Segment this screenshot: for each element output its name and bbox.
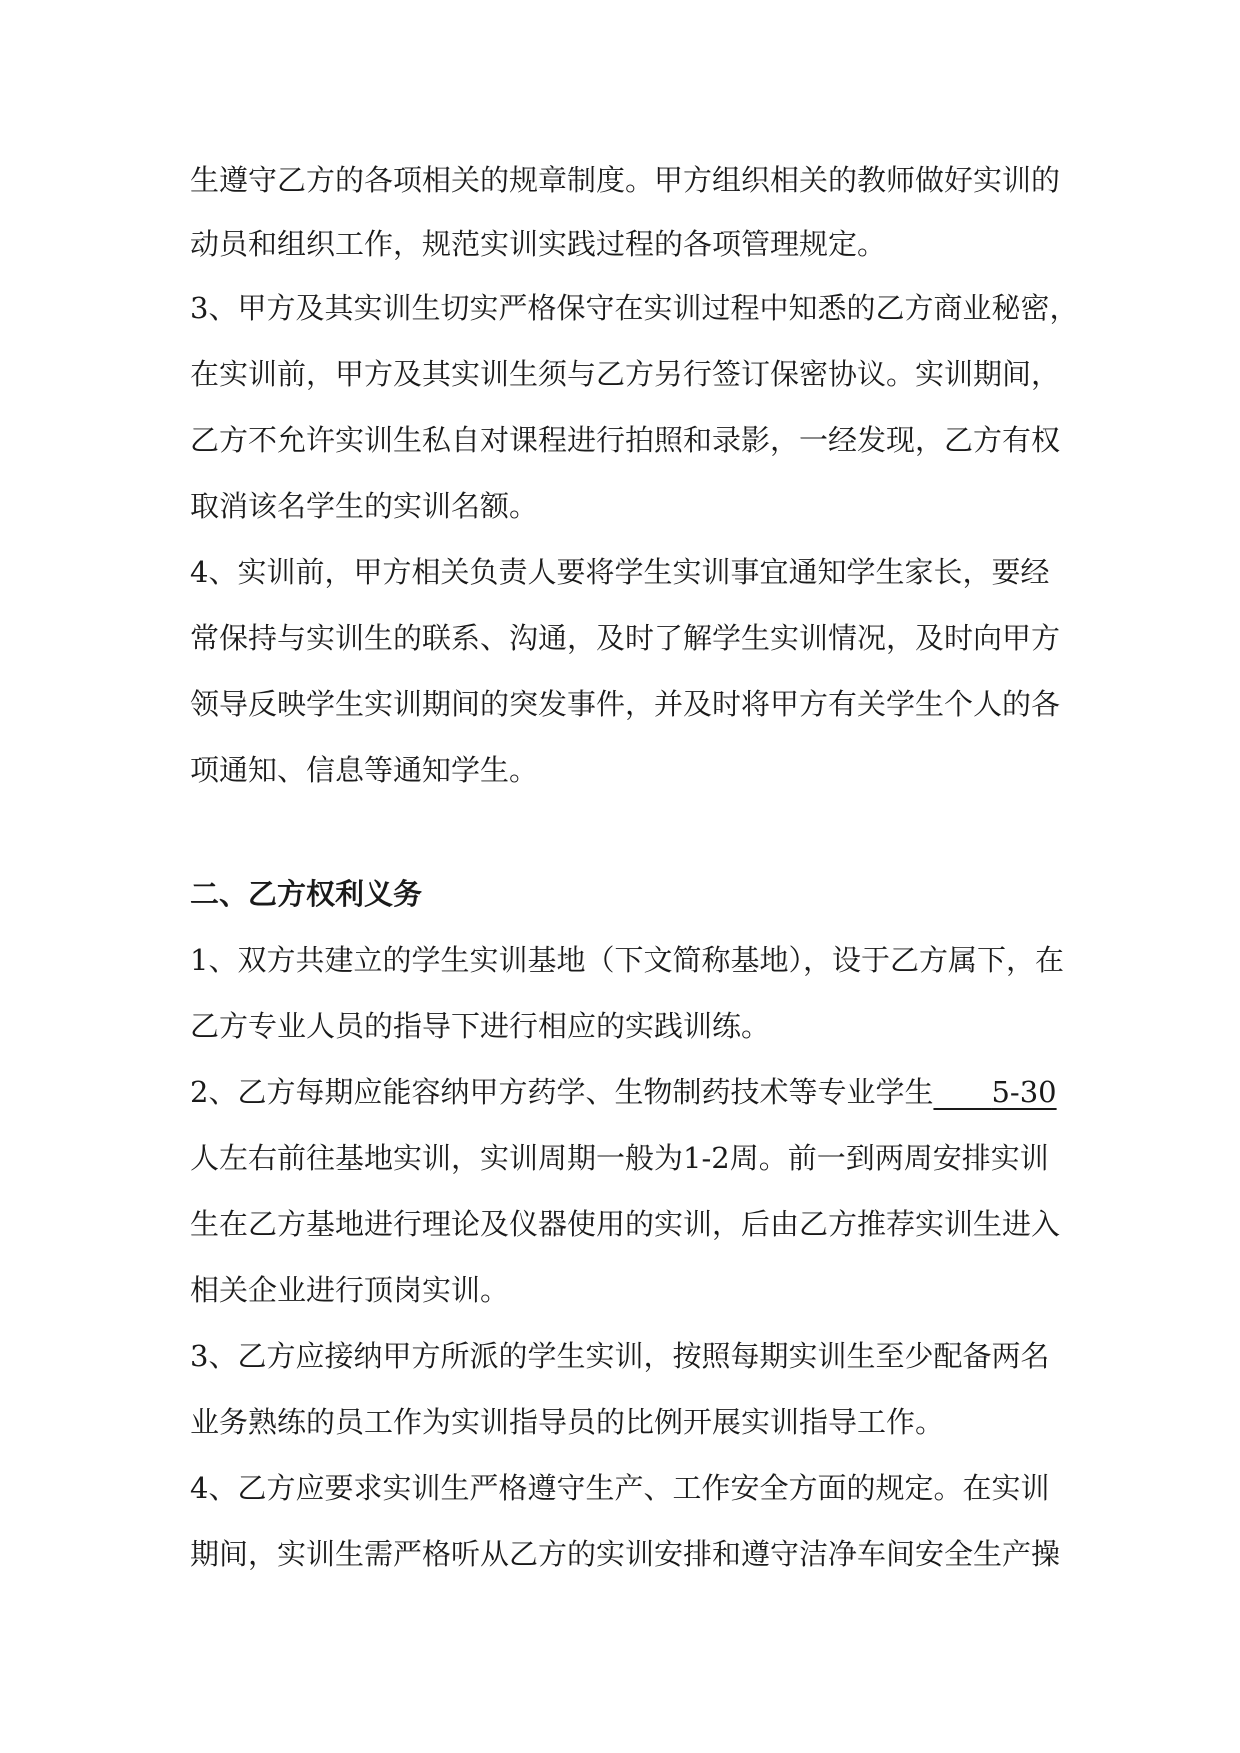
paragraph-line: 乙方专业人员的指导下进行相应的实践训练。 [190, 1009, 771, 1043]
paragraph-line: 取消该名学生的实训名额。 [190, 489, 539, 523]
paragraph-line: 3、乙方应接纳甲方所派的学生实训，按照每期实训生至少配备两名 [190, 1339, 1050, 1373]
paragraph-line: 动员和组织工作，规范实训实践过程的各项管理规定。 [190, 227, 887, 261]
paragraph-line: 生遵守乙方的各项相关的规章制度。甲方组织相关的教师做好实训的 [190, 163, 1061, 197]
paragraph-line: 人左右前往基地实训，实训周期一般为1-2周。前一到两周安排实训 [190, 1141, 1049, 1175]
paragraph-line: 3、甲方及其实训生切实严格保守在实训过程中知悉的乙方商业秘密， [190, 291, 1079, 325]
paragraph-line: 相关企业进行顶岗实训。 [190, 1273, 510, 1307]
paragraph-line: 常保持与实训生的联系、沟通，及时了解学生实训情况，及时向甲方 [190, 621, 1061, 655]
paragraph-line: 生在乙方基地进行理论及仪器使用的实训，后由乙方推荐实训生进入 [190, 1207, 1061, 1241]
paragraph-line: 4、乙方应要求实训生严格遵守生产、工作安全方面的规定。在实训 [190, 1471, 1050, 1505]
line-prefix: 2、乙方每期应能容纳甲方药学、生物制药技术等专业学生 [190, 1075, 934, 1109]
quantity-value: 5-30 [991, 1075, 1057, 1109]
paragraph-line: 业务熟练的员工作为实训指导员的比例开展实训指导工作。 [190, 1405, 945, 1439]
paragraph-line: 期间，实训生需严格听从乙方的实训安排和遵守洁净车间安全生产操 [190, 1537, 1061, 1571]
paragraph-line-with-blank [190, 1070, 1055, 1114]
paragraph-line: 4、实训前，甲方相关负责人要将学生实训事宜通知学生家长，要经 [190, 555, 1050, 589]
underlined-quantity [933, 1070, 1056, 1114]
paragraph-line: 在实训前，甲方及其实训生须与乙方另行签订保密协议。实训期间， [190, 357, 1061, 391]
paragraph-line: 1、双方共建立的学生实训基地（下文简称基地），设于乙方属下，在 [190, 943, 1064, 977]
paragraph-line: 项通知、信息等通知学生。 [190, 753, 539, 787]
section-heading: 二、乙方权利义务 [190, 877, 423, 911]
paragraph-line: 乙方不允许实训生私自对课程进行拍照和录影，一经发现，乙方有权 [190, 423, 1061, 457]
paragraph-line: 领导反映学生实训期间的突发事件，并及时将甲方有关学生个人的各 [190, 687, 1061, 721]
